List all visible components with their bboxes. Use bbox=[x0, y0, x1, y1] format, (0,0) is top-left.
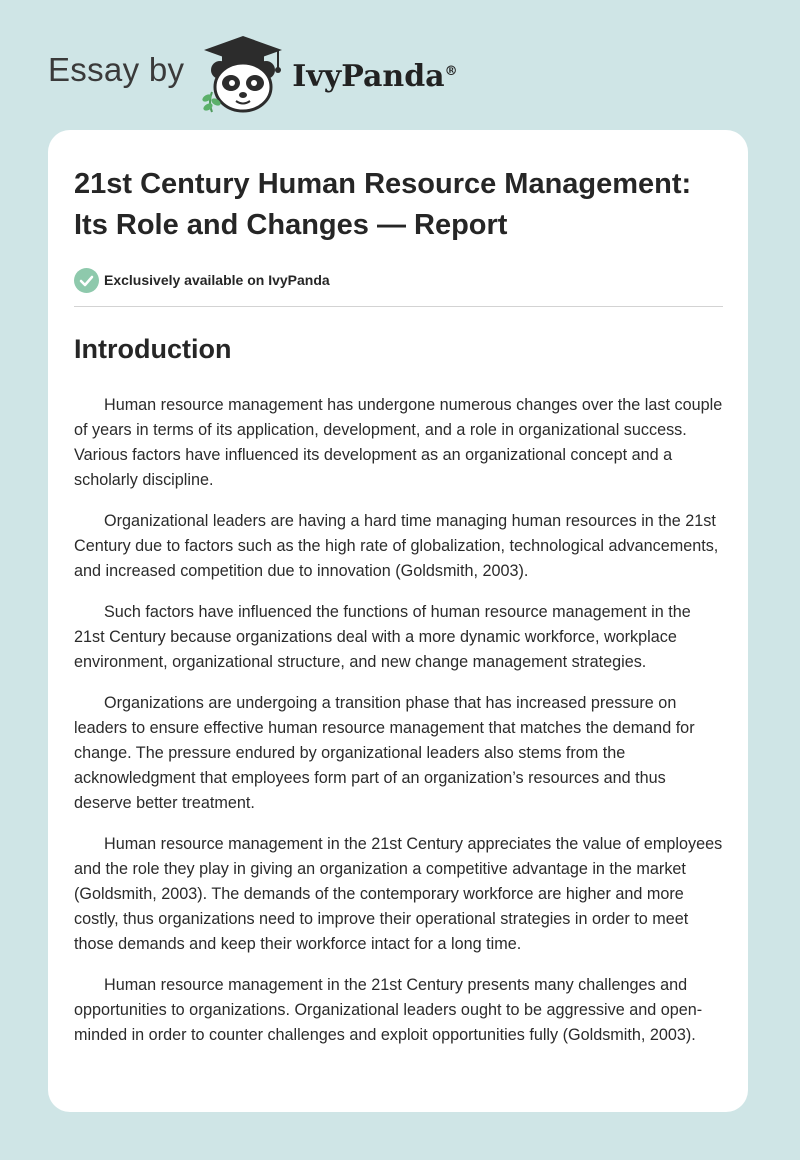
essay-title: 21st Century Human Resource Management: Its Role and Changes — Report bbox=[74, 168, 692, 241]
panda-graduate-icon[interactable] bbox=[200, 32, 286, 114]
section-heading: Introduction bbox=[74, 334, 232, 364]
essay-by-label: Essay by bbox=[48, 51, 185, 88]
availability-text: Exclusively available on IvyPanda bbox=[104, 272, 330, 288]
brand-logo-text[interactable] bbox=[292, 59, 457, 94]
title-divider bbox=[74, 306, 723, 307]
essay-card bbox=[48, 130, 748, 1112]
essay-body bbox=[74, 393, 723, 1048]
check-circle-icon bbox=[74, 268, 99, 293]
registered-mark: ® bbox=[444, 63, 458, 79]
site-header bbox=[48, 28, 458, 118]
availability-badge bbox=[74, 267, 723, 293]
paragraph: Human resource management in the 21st Century appreciates the value of employees and the role they play in giving an organization a competitive advantage in the market (Goldsmith, 2003). The demands of the contemporary workforce are higher and more costly, thus organizations need to improve their operational strategies in order to meet those demands and keep their workforce intact for a long time. bbox=[74, 835, 723, 953]
paragraph: Organizational leaders are having a hard time managing human resources in the 21st Century due to factors such as the high rate of globalization, technological advancements, and increased competition due to innovation (Goldsmith, 2003). bbox=[74, 512, 719, 580]
paragraph: Human resource management in the 21st Century presents many challenges and opportunities to organizations. Organizational leaders ought to be aggressive and open-minded in order to counter challenges and exploit opportunities fully (Goldsmith, 2003). bbox=[74, 976, 703, 1044]
paragraph: Human resource management has undergone numerous changes over the last couple of years in terms of its application, development, and a role in organizational success. Various factors have influenced its development as an organizational concept and a scholarly discipline. bbox=[74, 396, 723, 489]
essay-content bbox=[74, 164, 723, 1064]
brand-name: IvyPanda bbox=[292, 58, 445, 94]
paragraph: Organizations are undergoing a transition phase that has increased pressure on leaders to ensure effective human resource management that matches the demand for change. The pressure endured by organizational leaders also stems from the acknowledgment that employees form part of an organization’s resources and thus deserve better treatment. bbox=[74, 694, 695, 812]
paragraph: Such factors have influenced the functions of human resource management in the 21st Century because organizations deal with a more dynamic workforce, workplace environment, organizational structure, and new change management strategies. bbox=[74, 603, 691, 671]
